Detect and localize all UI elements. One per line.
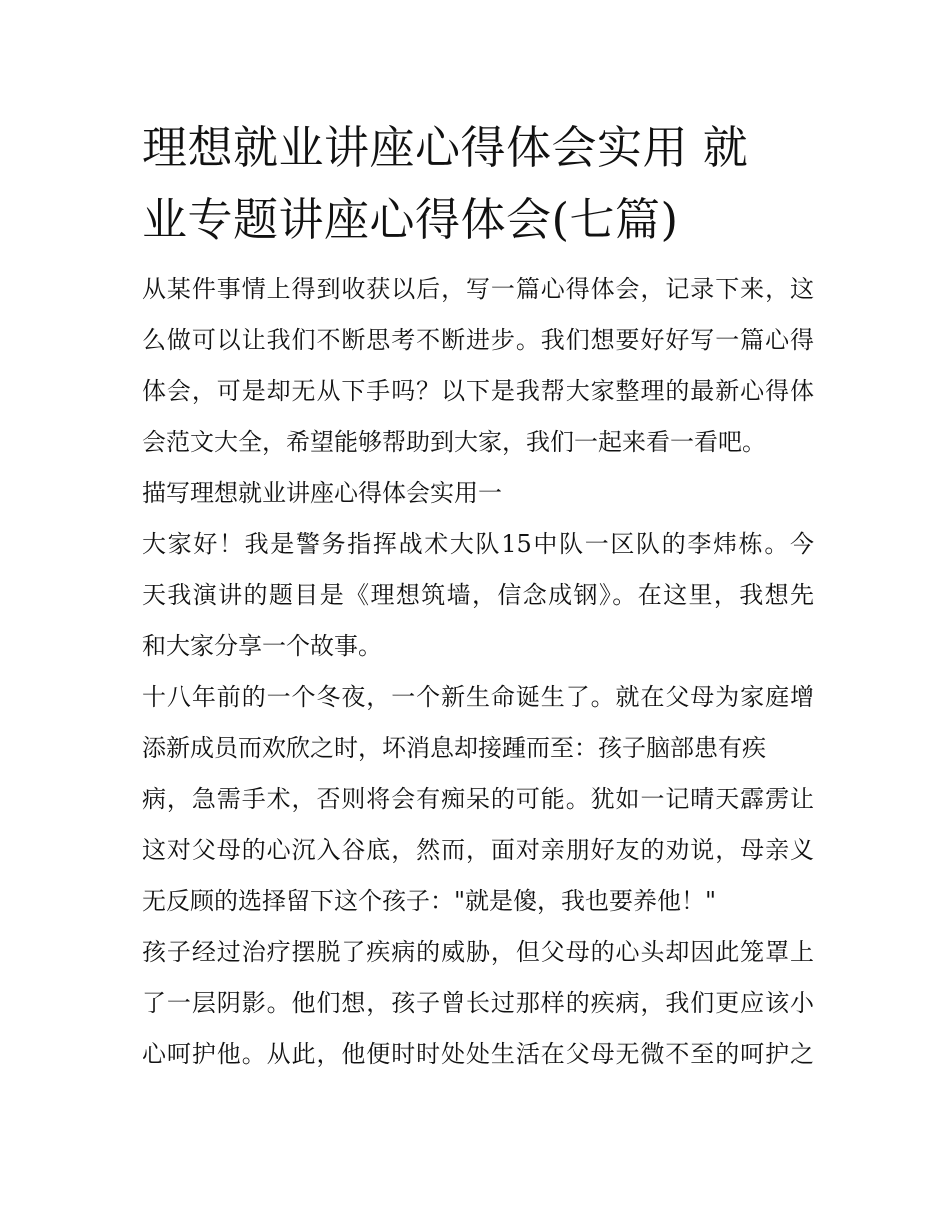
body-line-16: 心呵护他。从此，他便时时处处生活在父母无微不至的呵护之 [142, 1040, 814, 1068]
document-title [142, 112, 814, 256]
body-line-9: 十八年前的一个冬夜，一个新生命诞生了。就在父母为家庭增 [142, 683, 814, 711]
body-line-2: 么做可以让我们不断思考不断进步。我们想要好好写一篇心得 [142, 326, 814, 354]
title-line-2: 业专题讲座心得体会(七篇) [142, 193, 679, 246]
body-line-11: 病，急需手术，否则将会有痴呆的可能。犹如一记晴天霹雳让 [142, 785, 814, 813]
section-heading: 描写理想就业讲座心得体会实用一 [142, 479, 502, 507]
body-line-7: 天我演讲的题目是《理想筑墙，信念成钢》。在这里，我想先 [142, 581, 814, 609]
document-body [142, 264, 814, 1080]
body-line-1: 从某件事情上得到收获以后，写一篇心得体会，记录下来，这 [142, 275, 814, 303]
body-line-15: 了一层阴影。他们想，孩子曾长过那样的疾病，我们更应该小 [142, 989, 814, 1017]
body-line-10: 添新成员而欢欣之时，坏消息却接踵而至：孩子脑部患有疾 [142, 734, 766, 762]
body-line-8: 和大家分享一个故事。 [142, 632, 382, 660]
body-line-14: 孩子经过治疗摆脱了疾病的威胁，但父母的心头却因此笼罩上 [142, 938, 814, 966]
title-line-1: 理想就业讲座心得体会实用 就 [142, 121, 749, 174]
body-line-3: 体会，可是却无从下手吗？以下是我帮大家整理的最新心得体 [142, 377, 814, 405]
body-line-13: 无反顾的选择留下这个孩子："就是傻，我也要养他！" [142, 887, 717, 915]
body-line-6: 大家好！我是警务指挥战术大队15中队一区队的李炜栋。今 [142, 530, 814, 558]
body-line-4: 会范文大全，希望能够帮助到大家，我们一起来看一看吧。 [142, 428, 766, 456]
document-page [142, 112, 814, 1080]
body-line-12: 这对父母的心沉入谷底，然而，面对亲朋好友的劝说，母亲义 [142, 836, 814, 864]
